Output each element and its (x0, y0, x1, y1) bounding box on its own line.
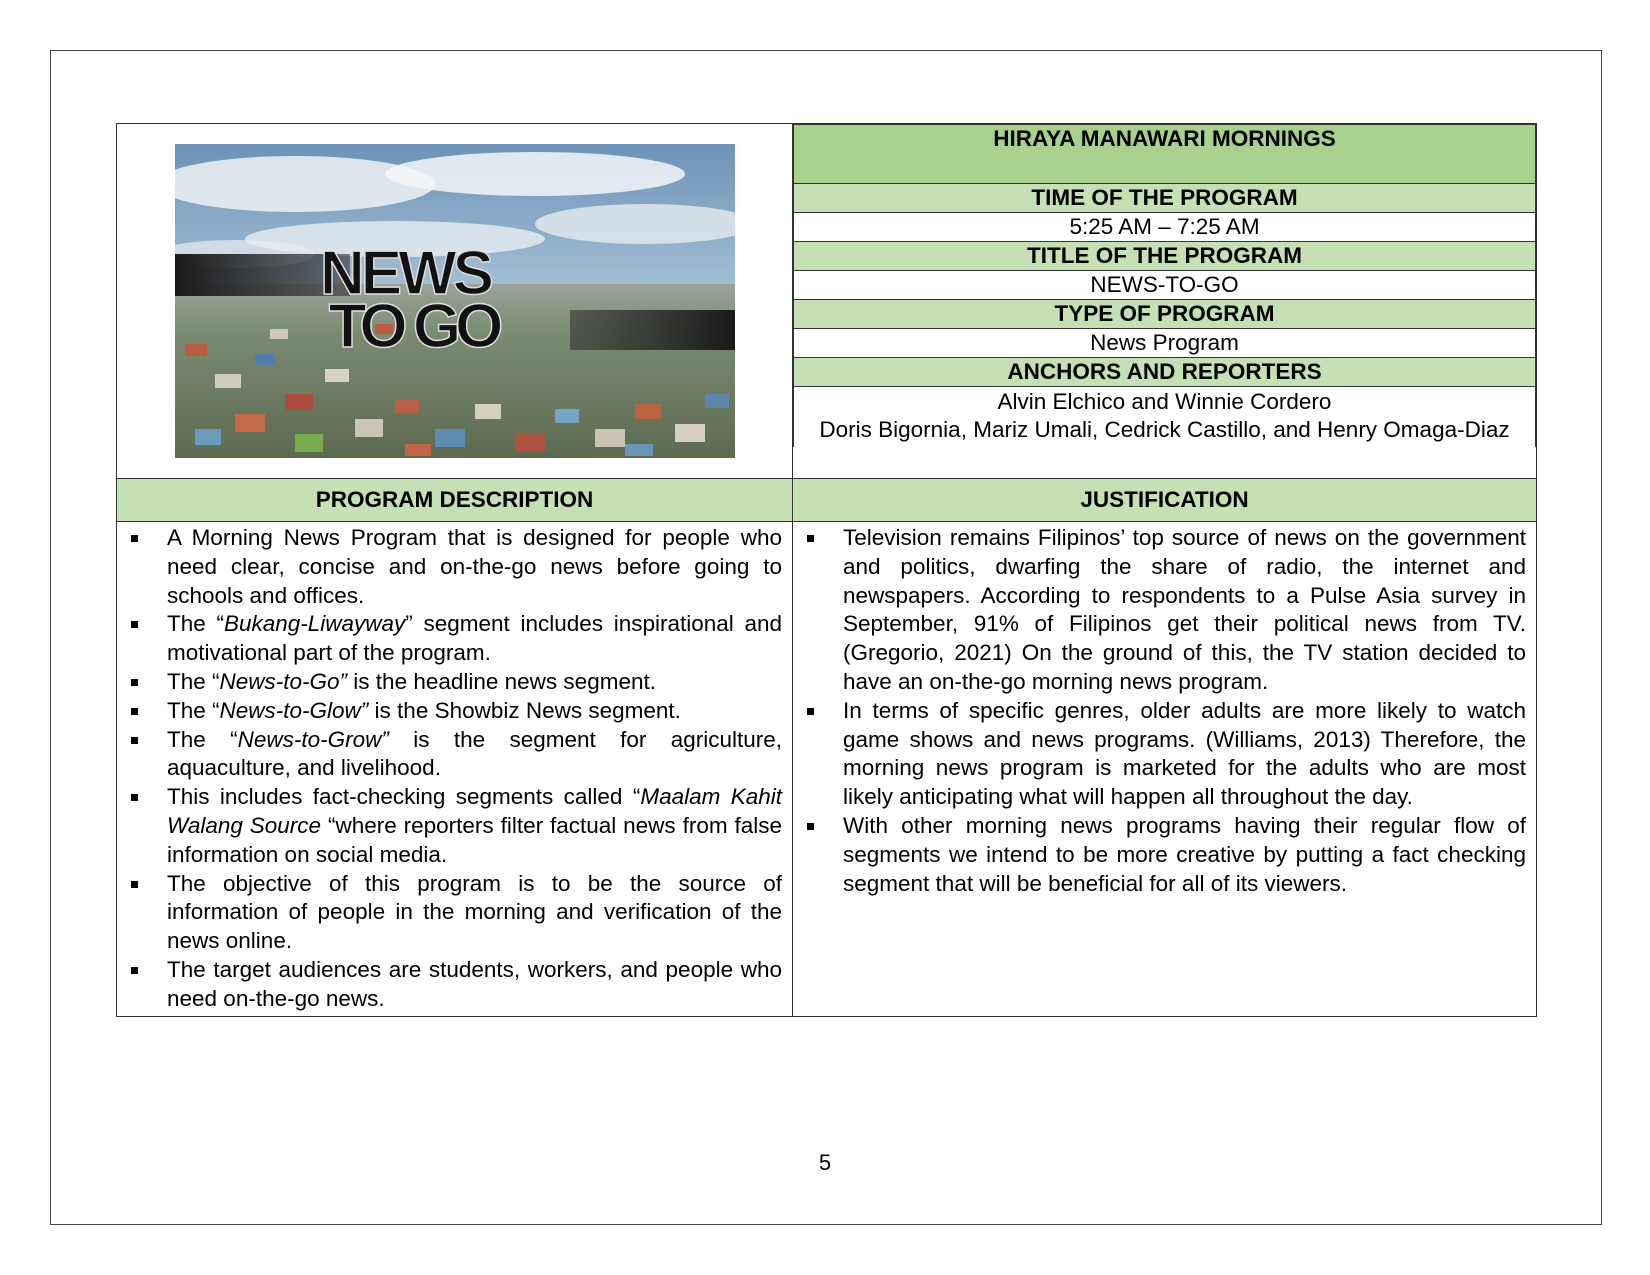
justification-bullet-item (801, 524, 1526, 697)
bullet-square-icon (807, 708, 814, 715)
page-number: 5 (818, 1150, 832, 1175)
description-bullet-text: ” segment includes inspirational and motivational part of the program. (167, 611, 782, 666)
image-text-to-go: TO GO (328, 292, 498, 361)
justification-cell (793, 522, 1537, 1017)
description-bullet-text: The “ (167, 668, 220, 694)
description-heading: PROGRAM DESCRIPTION (117, 479, 793, 522)
time-value: 5:25 AM – 7:25 AM (794, 213, 1536, 242)
description-bullet-item (125, 697, 782, 726)
description-bullet-text: is the headline news segment. (347, 668, 656, 694)
image-cell (117, 124, 793, 479)
description-bullet-text: This includes fact-checking segments called “ (167, 784, 641, 810)
description-bullet-text: is the segment for agriculture, aquaculture, and livelihood. (167, 726, 783, 781)
title-value: NEWS-TO-GO (794, 271, 1536, 300)
description-bullet-text: Bukang-Liwayway (223, 611, 406, 637)
description-bullet-text: A Morning News Program that is designed for people who need clear, concise and on-the-go news before going to schools and offices. (167, 525, 782, 608)
bullet-square-icon (807, 535, 814, 542)
description-bullet-text: The objective of this program is to be the source of information of people in the morning and verification of the news online. (167, 870, 782, 954)
justification-heading: JUSTIFICATION (793, 479, 1537, 522)
bullet-square-icon (131, 708, 138, 715)
description-bullet-item (125, 524, 782, 610)
bullet-square-icon (131, 679, 138, 686)
justification-bullet-item (801, 812, 1526, 898)
description-bullet-item (125, 956, 782, 1014)
description-bullet-text: is the Showbiz News segment. (368, 697, 681, 723)
description-cell (117, 522, 793, 1017)
image-text-news: NEWS (320, 239, 490, 308)
type-label: TYPE OF PROGRAM (794, 300, 1536, 329)
info-cell (793, 124, 1537, 479)
description-bullet-item (125, 726, 782, 784)
description-bullet-item (125, 783, 782, 869)
description-list (125, 524, 782, 1014)
description-bullet-text: The target audiences are students, workers, and people who need on-the-go news. (167, 956, 782, 1011)
description-bullet-text: The “ (167, 726, 238, 752)
description-bullet-text: “where reporters filter factual news from false information on social media. (167, 812, 782, 867)
bullet-square-icon (131, 794, 138, 801)
description-bullet-item (125, 870, 782, 956)
program-name: HIRAYA MANAWARI MORNINGS (794, 125, 1536, 184)
description-bullet-text: Maalam Kahit Walang Source (167, 784, 783, 838)
anchors-line-1: Alvin Elchico and Winnie Cordero (997, 389, 1332, 414)
justification-bullet-item (801, 697, 1526, 812)
type-value: News Program (794, 329, 1536, 358)
anchors-label: ANCHORS AND REPORTERS (794, 358, 1536, 387)
bullet-square-icon (131, 535, 138, 542)
justification-bullet-text: In terms of specific genres, older adults are more likely to watch game shows and news programs. (Williams, 2013) Therefore, the morning news program is marketed for the adults who are most likely anticipating what will happen all throughout the day. (843, 697, 1526, 810)
bullet-square-icon (131, 737, 138, 744)
news-to-go-image (175, 144, 735, 458)
description-bullet-text: News-to-Grow” (237, 726, 389, 752)
description-bullet-text: News-to-Glow” (219, 697, 369, 723)
description-bullet-text: News-to-Go” (219, 668, 348, 694)
bullet-square-icon (131, 881, 138, 888)
description-bullet-text: The “ (167, 697, 220, 723)
bullet-square-icon (807, 823, 814, 830)
justification-bullet-text: With other morning news programs having their regular flow of segments we intend to be more creative by putting a fact checking segment that will be beneficial for all of its viewers. (843, 812, 1526, 896)
anchors-value (794, 387, 1536, 448)
description-bullet-text: The “ (167, 611, 224, 637)
description-bullet-item (125, 668, 782, 697)
description-bullet-item (125, 610, 782, 668)
bullet-square-icon (131, 967, 138, 974)
title-label: TITLE OF THE PROGRAM (794, 242, 1536, 271)
anchors-line-2: Doris Bigornia, Mariz Umali, Cedrick Castillo, and Henry Omaga-Diaz (819, 417, 1510, 442)
justification-bullet-text: Television remains Filipinos’ top source of news on the government and politics, dwarfing the share of radio, the internet and newspapers. According to respondents to a Pulse Asia survey in September, 91% of Filipinos get their political news from TV. (Gregorio, 2021) On the ground of this, the TV station decided to have an on-the-go morning news program. (843, 525, 1526, 694)
bullet-square-icon (131, 621, 138, 628)
time-label: TIME OF THE PROGRAM (794, 184, 1536, 213)
program-table (116, 123, 1537, 1017)
justification-list (801, 524, 1526, 898)
info-table (793, 124, 1536, 447)
